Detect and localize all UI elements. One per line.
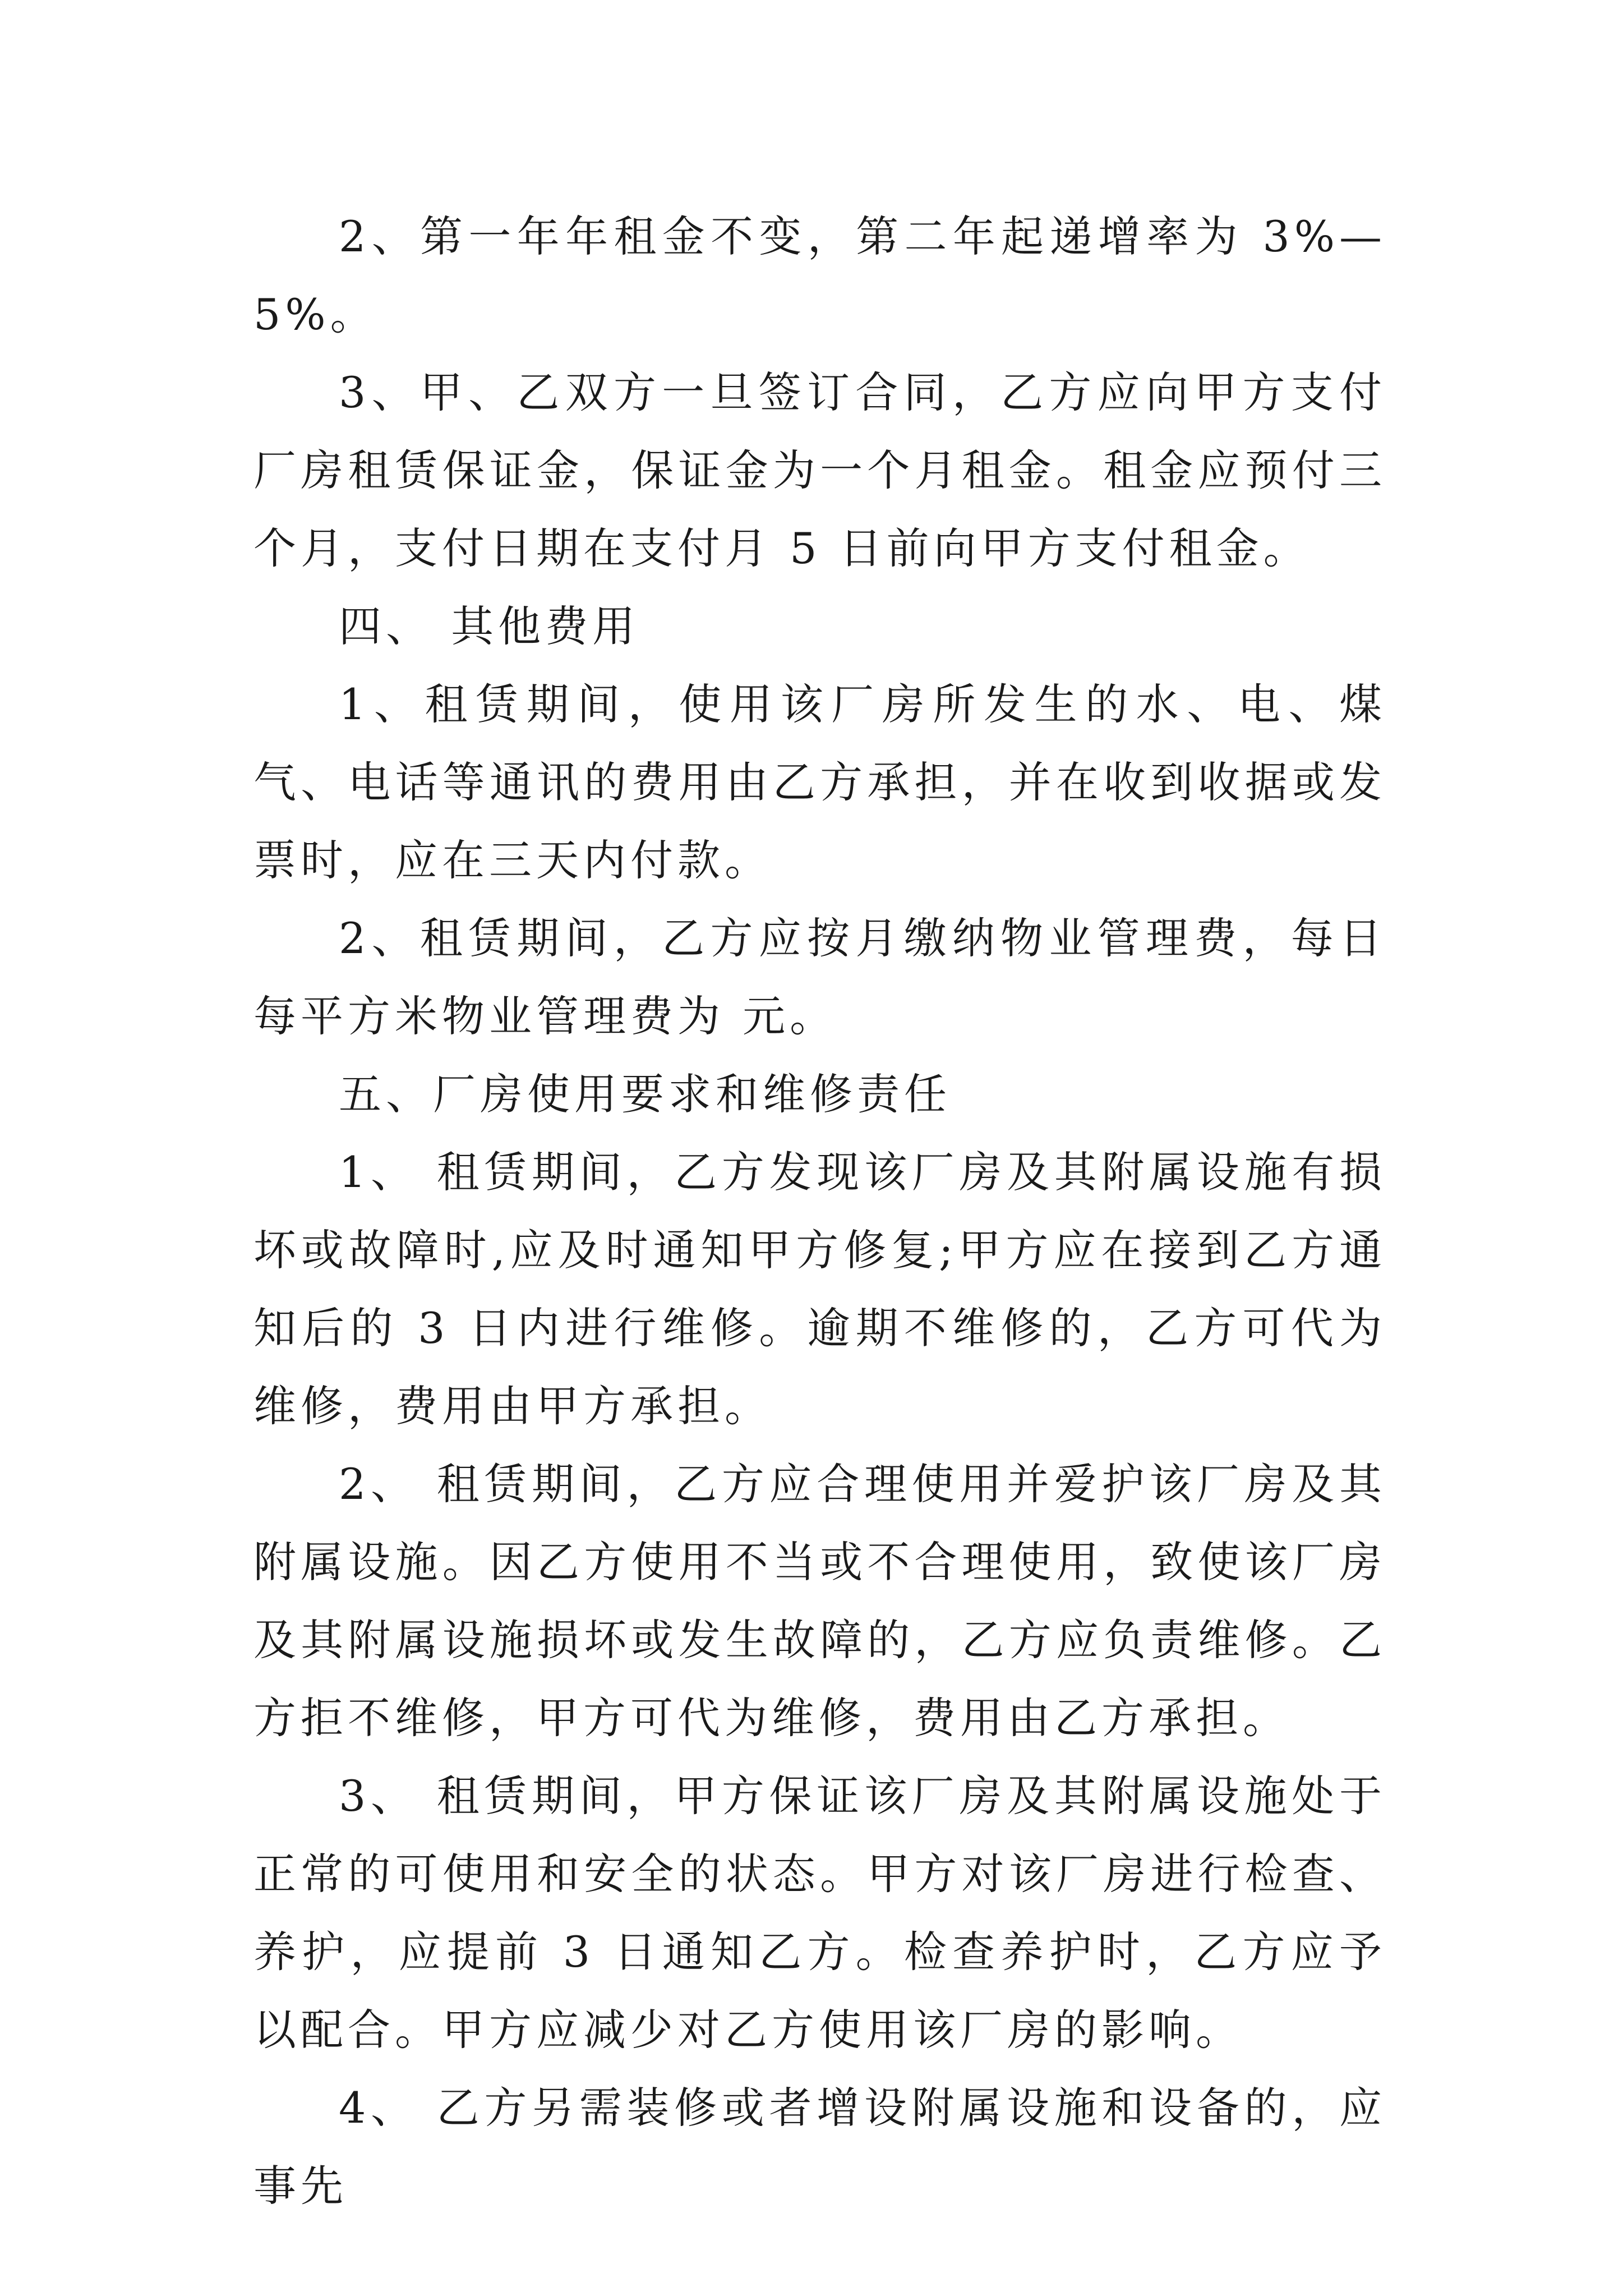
paragraph-repair-notice: 1、 租赁期间，乙方发现该厂房及其附属设施有损坏或故障时,应及时通知甲方修复;甲方应在接到乙方通知后的 3 日内进行维修。逾期不维修的，乙方可代为维修，费用由甲方承担。	[253, 1147, 1386, 1431]
paragraph-rent-increase: 2、第一年年租金不变，第二年起递增率为 3%—5%。	[253, 211, 1386, 339]
paragraph-property-fee: 2、租赁期间，乙方应按月缴纳物业管理费，每日每平方米物业管理费为 元。	[253, 913, 1386, 1041]
paragraph-renovation: 4、 乙方另需装修或者增设附属设施和设备的，应事先	[253, 2083, 1386, 2211]
section-heading-usage-maintenance: 五、厂房使用要求和维修责任	[339, 1069, 951, 1119]
paragraph-proper-use: 2、 租赁期间，乙方应合理使用并爱护该厂房及其附属设施。因乙方使用不当或不合理使用，致使该厂房及其附属设施损坏或发生故障的，乙方应负责维修。乙方拒不维修，甲方可代为维修，费用由乙方承担。	[253, 1459, 1386, 1743]
document-body	[253, 197, 1386, 2225]
paragraph-deposit: 3、甲、乙双方一旦签订合同，乙方应向甲方支付厂房租赁保证金，保证金为一个月租金。租金应预付三个月，支付日期在支付月 5 日前向甲方支付租金。	[253, 367, 1386, 573]
paragraph-safe-condition: 3、 租赁期间，甲方保证该厂房及其附属设施处于正常的可使用和安全的状态。甲方对该厂房进行检查、养护，应提前 3 日通知乙方。检查养护时，乙方应予以配合。甲方应减少对乙方使用该厂房的影响。	[253, 1771, 1386, 2055]
section-heading-other-fees: 四、 其他费用	[339, 601, 640, 651]
paragraph-utilities: 1、租赁期间，使用该厂房所发生的水、电、煤气、电话等通讯的费用由乙方承担，并在收到收据或发票时，应在三天内付款。	[253, 679, 1386, 885]
